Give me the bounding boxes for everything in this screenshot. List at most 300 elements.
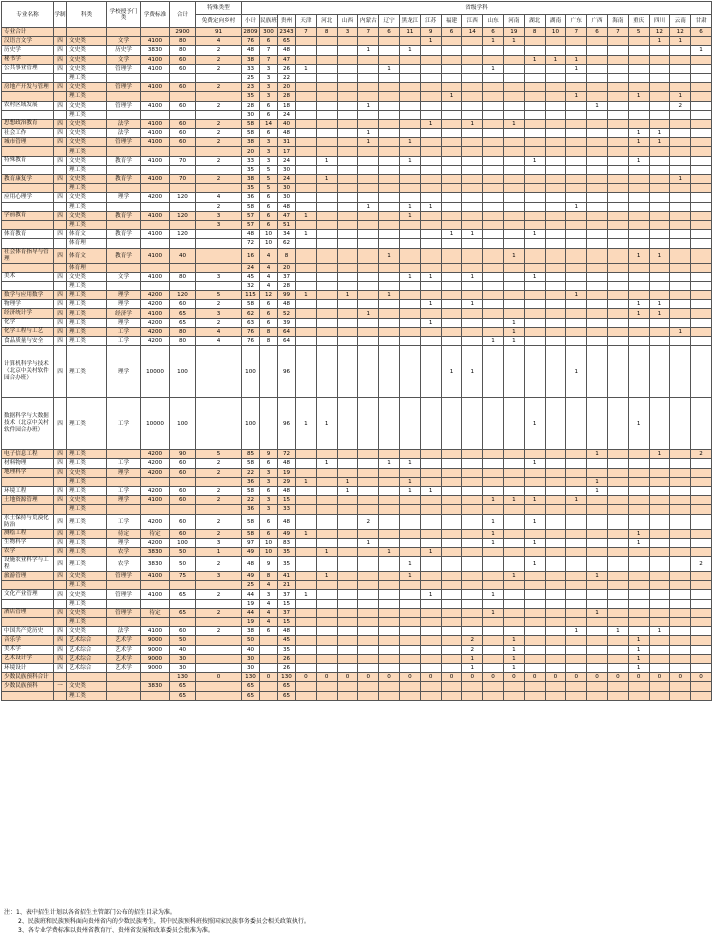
cell-province	[379, 682, 400, 691]
cell-province	[441, 211, 462, 220]
cell-province	[358, 230, 379, 239]
cell-province	[503, 291, 524, 300]
cell-province: 1	[337, 477, 358, 486]
cell-province	[441, 309, 462, 318]
cell-fee: 4100	[141, 590, 170, 599]
cell-province: 1	[483, 64, 504, 73]
cell-province: 6	[379, 28, 400, 37]
cell-province	[691, 398, 712, 450]
cell-province	[670, 505, 691, 514]
cell-province	[483, 156, 504, 165]
cell-province: 1	[566, 496, 587, 505]
cell-province	[399, 581, 420, 590]
cell-subtotal: 58	[242, 119, 260, 128]
cell-province	[649, 184, 670, 193]
cell-province	[441, 193, 462, 202]
cell-subtotal: 35	[242, 184, 260, 193]
cell-province	[587, 514, 608, 529]
cell-subtotal: 44	[242, 608, 260, 617]
cell-province: 0	[670, 673, 691, 682]
cell-province	[524, 193, 545, 202]
cell-province	[358, 327, 379, 336]
cell-province: 1	[296, 64, 317, 73]
cell-total	[170, 505, 196, 514]
cell-province	[545, 505, 566, 514]
cell-total	[170, 599, 196, 608]
cell-total: 60	[170, 468, 196, 477]
cell-province	[607, 547, 628, 556]
cell-total: 70	[170, 156, 196, 165]
table-row	[2, 682, 712, 691]
cell-total: 60	[170, 496, 196, 505]
cell-province	[566, 193, 587, 202]
cell-subject: 理工类	[67, 165, 107, 174]
cell-major: 农学	[2, 547, 54, 556]
cell-province	[420, 337, 441, 346]
cell-subject: 文史类	[67, 193, 107, 202]
cell-province: 1	[628, 300, 649, 309]
cell-special: 2	[196, 514, 242, 529]
cell-province: 2	[691, 450, 712, 459]
cell-province	[399, 318, 420, 327]
cell-province	[316, 627, 337, 636]
cell-province	[566, 557, 587, 572]
cell-major: 物理学	[2, 300, 54, 309]
cell-province	[358, 281, 379, 290]
cell-province	[358, 156, 379, 165]
cell-national: 12	[260, 291, 278, 300]
cell-province	[316, 300, 337, 309]
cell-province	[524, 202, 545, 211]
cell-province	[545, 450, 566, 459]
cell-province	[524, 645, 545, 654]
cell-major	[2, 691, 54, 700]
cell-province	[296, 138, 317, 147]
cell-total: 130	[170, 673, 196, 682]
cell-province	[358, 572, 379, 581]
cell-fee: 4200	[141, 300, 170, 309]
cell-province	[670, 581, 691, 590]
cell-national: 8	[260, 327, 278, 336]
cell-province	[670, 110, 691, 119]
cell-category	[107, 281, 141, 290]
cell-province	[399, 263, 420, 272]
cell-duration: 四	[54, 300, 67, 309]
cell-subject: 理工类	[67, 514, 107, 529]
cell-province	[337, 239, 358, 248]
cell-gansu: 35	[278, 645, 296, 654]
cell-fee: 4100	[141, 230, 170, 239]
cell-province	[420, 101, 441, 110]
cell-province	[649, 599, 670, 608]
cell-province	[691, 529, 712, 538]
cell-subtotal: 23	[242, 83, 260, 92]
cell-province	[587, 129, 608, 138]
cell-province	[691, 281, 712, 290]
cell-major: 材料物理	[2, 459, 54, 468]
header-province: 重庆	[628, 15, 649, 28]
cell-special: 5	[196, 291, 242, 300]
cell-gansu: 48	[278, 486, 296, 495]
cell-province	[483, 581, 504, 590]
cell-special: 3	[196, 309, 242, 318]
cell-province	[483, 691, 504, 700]
cell-province	[628, 83, 649, 92]
cell-major: 计算机科学与技术（北京中关村软件园合办班）	[2, 346, 54, 398]
cell-province	[503, 220, 524, 229]
cell-province	[545, 459, 566, 468]
cell-special: 2	[196, 46, 242, 55]
cell-province	[607, 496, 628, 505]
cell-province: 1	[566, 291, 587, 300]
cell-duration	[54, 691, 67, 700]
cell-total: 65	[170, 309, 196, 318]
cell-province	[462, 46, 483, 55]
cell-province	[628, 263, 649, 272]
cell-province: 1	[524, 557, 545, 572]
cell-province	[649, 538, 670, 547]
cell-category: 工学	[107, 486, 141, 495]
cell-province	[503, 202, 524, 211]
cell-province	[379, 300, 400, 309]
cell-province	[316, 55, 337, 64]
cell-province	[358, 55, 379, 64]
cell-province: 0	[628, 673, 649, 682]
cell-province	[566, 281, 587, 290]
cell-gansu: 24	[278, 175, 296, 184]
cell-province	[587, 73, 608, 82]
header-province: 黑龙江	[399, 15, 420, 28]
cell-fee: 10000	[141, 346, 170, 398]
cell-province	[545, 202, 566, 211]
cell-province	[649, 272, 670, 281]
cell-province	[649, 398, 670, 450]
cell-province	[587, 193, 608, 202]
cell-gansu: 26	[278, 654, 296, 663]
cell-province	[420, 64, 441, 73]
cell-total: 60	[170, 300, 196, 309]
cell-subtotal: 97	[242, 538, 260, 547]
cell-province	[316, 337, 337, 346]
cell-gansu: 28	[278, 92, 296, 101]
cell-province	[337, 73, 358, 82]
cell-province	[358, 486, 379, 495]
cell-province	[379, 165, 400, 174]
cell-province	[524, 636, 545, 645]
cell-province	[649, 73, 670, 82]
cell-province	[420, 468, 441, 477]
cell-province	[337, 645, 358, 654]
cell-province	[483, 547, 504, 556]
cell-province	[691, 147, 712, 156]
cell-province	[441, 496, 462, 505]
cell-province	[441, 398, 462, 450]
cell-province	[545, 529, 566, 538]
cell-province: 1	[296, 529, 317, 538]
cell-province: 1	[358, 538, 379, 547]
cell-province	[691, 291, 712, 300]
cell-province	[649, 486, 670, 495]
cell-province	[337, 211, 358, 220]
cell-province	[462, 138, 483, 147]
cell-special	[196, 239, 242, 248]
cell-province: 0	[607, 673, 628, 682]
cell-category: 管理学	[107, 83, 141, 92]
cell-fee: 4200	[141, 459, 170, 468]
cell-province	[462, 572, 483, 581]
cell-special	[196, 165, 242, 174]
cell-special: 2	[196, 627, 242, 636]
cell-province: 1	[316, 398, 337, 450]
cell-gansu: 30	[278, 184, 296, 193]
cell-special: 2	[196, 202, 242, 211]
cell-province	[670, 202, 691, 211]
table-row	[2, 73, 712, 82]
cell-subject: 理工类	[67, 337, 107, 346]
cell-fee: 4100	[141, 272, 170, 281]
cell-province	[691, 300, 712, 309]
cell-province: 1	[503, 248, 524, 263]
header-province: 山东	[483, 15, 504, 28]
cell-province	[587, 547, 608, 556]
cell-province: 1	[420, 318, 441, 327]
cell-duration: 四	[54, 486, 67, 495]
cell-province	[420, 193, 441, 202]
cell-province	[607, 581, 628, 590]
cell-fee: 4200	[141, 538, 170, 547]
cell-province	[296, 645, 317, 654]
cell-subtotal: 76	[242, 327, 260, 336]
cell-national: 3	[260, 477, 278, 486]
cell-subtotal: 48	[242, 557, 260, 572]
cell-province	[316, 37, 337, 46]
cell-province	[420, 346, 441, 398]
cell-fee	[141, 673, 170, 682]
table-row	[2, 581, 712, 590]
cell-fee: 4100	[141, 101, 170, 110]
cell-category	[107, 220, 141, 229]
cell-province	[503, 618, 524, 627]
cell-province	[524, 73, 545, 82]
cell-province	[587, 636, 608, 645]
cell-province: 1	[587, 608, 608, 617]
cell-province	[691, 119, 712, 128]
cell-province	[524, 318, 545, 327]
cell-province	[358, 398, 379, 450]
cell-province	[670, 129, 691, 138]
cell-category: 理学	[107, 318, 141, 327]
cell-province	[524, 450, 545, 459]
cell-subtotal: 45	[242, 272, 260, 281]
header-province: 河南	[503, 15, 524, 28]
table-row	[2, 64, 712, 73]
cell-province	[503, 682, 524, 691]
cell-province	[483, 202, 504, 211]
cell-gansu: 19	[278, 468, 296, 477]
cell-special	[196, 73, 242, 82]
table-row	[2, 272, 712, 281]
cell-fee: 4100	[141, 627, 170, 636]
cell-province	[503, 590, 524, 599]
cell-province	[379, 230, 400, 239]
cell-province	[316, 346, 337, 398]
cell-fee	[141, 110, 170, 119]
cell-province	[503, 459, 524, 468]
cell-province	[296, 468, 317, 477]
cell-province: 1	[483, 590, 504, 599]
cell-province: 1	[649, 129, 670, 138]
cell-province	[628, 599, 649, 608]
cell-category: 理学	[107, 291, 141, 300]
cell-province	[607, 691, 628, 700]
cell-province	[358, 505, 379, 514]
cell-province	[670, 211, 691, 220]
table-row	[2, 486, 712, 495]
cell-special: 2	[196, 496, 242, 505]
cell-province	[587, 682, 608, 691]
cell-province	[483, 572, 504, 581]
table-row	[2, 496, 712, 505]
cell-total: 70	[170, 175, 196, 184]
cell-province	[337, 538, 358, 547]
cell-province	[399, 599, 420, 608]
cell-province	[545, 538, 566, 547]
cell-major: 房地产开发与管理	[2, 83, 54, 92]
cell-province	[691, 248, 712, 263]
cell-province	[441, 64, 462, 73]
cell-national: 6	[260, 514, 278, 529]
cell-province	[607, 618, 628, 627]
cell-province	[670, 55, 691, 64]
cell-province	[379, 55, 400, 64]
table-row	[2, 599, 712, 608]
cell-subtotal: 36	[242, 193, 260, 202]
cell-province	[503, 147, 524, 156]
cell-province	[691, 129, 712, 138]
cell-province: 5	[628, 28, 649, 37]
cell-province	[358, 468, 379, 477]
cell-duration: 四	[54, 55, 67, 64]
cell-province	[420, 645, 441, 654]
cell-province	[337, 663, 358, 672]
cell-gansu: 48	[278, 514, 296, 529]
cell-province: 1	[399, 572, 420, 581]
cell-province	[462, 327, 483, 336]
cell-province: 1	[420, 37, 441, 46]
cell-fee: 4100	[141, 248, 170, 263]
cell-province	[524, 529, 545, 538]
cell-province	[503, 538, 524, 547]
cell-province: 1	[649, 300, 670, 309]
cell-province	[358, 248, 379, 263]
cell-province	[670, 64, 691, 73]
cell-province: 1	[607, 627, 628, 636]
cell-subject: 文史类	[67, 468, 107, 477]
cell-province	[545, 477, 566, 486]
cell-province	[566, 230, 587, 239]
cell-total: 80	[170, 37, 196, 46]
cell-province	[587, 55, 608, 64]
cell-fee	[141, 239, 170, 248]
cell-province	[316, 239, 337, 248]
cell-province	[316, 46, 337, 55]
cell-province	[483, 599, 504, 608]
cell-province	[503, 101, 524, 110]
cell-province	[358, 691, 379, 700]
cell-province	[296, 486, 317, 495]
cell-subtotal: 72	[242, 239, 260, 248]
cell-province: 1	[503, 327, 524, 336]
cell-province	[670, 184, 691, 193]
header-major: 专业名称	[2, 2, 54, 28]
cell-special	[196, 92, 242, 101]
cell-province	[296, 248, 317, 263]
cell-province	[587, 627, 608, 636]
cell-duration: 四	[54, 119, 67, 128]
cell-province	[420, 627, 441, 636]
cell-province	[691, 272, 712, 281]
cell-province	[566, 547, 587, 556]
cell-province	[337, 184, 358, 193]
cell-province	[524, 618, 545, 627]
cell-province	[358, 272, 379, 281]
header-province: 广东	[566, 15, 587, 28]
cell-subtotal: 33	[242, 64, 260, 73]
cell-province	[545, 37, 566, 46]
cell-province: 1	[628, 248, 649, 263]
cell-province	[587, 318, 608, 327]
cell-province	[337, 581, 358, 590]
cell-category: 理学	[107, 496, 141, 505]
cell-province	[649, 468, 670, 477]
cell-national: 5	[260, 175, 278, 184]
cell-province	[316, 73, 337, 82]
cell-duration: 四	[54, 572, 67, 581]
cell-province	[462, 202, 483, 211]
cell-total: 120	[170, 291, 196, 300]
cell-province: 12	[649, 28, 670, 37]
cell-province	[399, 590, 420, 599]
cell-province	[691, 645, 712, 654]
cell-subtotal: 35	[242, 92, 260, 101]
cell-category	[107, 239, 141, 248]
cell-province	[587, 468, 608, 477]
cell-subject: 文史类	[67, 138, 107, 147]
cell-province	[296, 459, 317, 468]
cell-province	[441, 691, 462, 700]
cell-province	[379, 590, 400, 599]
cell-province	[607, 557, 628, 572]
cell-province	[503, 64, 524, 73]
cell-province	[337, 547, 358, 556]
cell-province: 1	[420, 202, 441, 211]
cell-total: 75	[170, 572, 196, 581]
cell-province: 7	[296, 28, 317, 37]
cell-national: 6	[260, 101, 278, 110]
cell-province	[691, 547, 712, 556]
cell-province	[399, 193, 420, 202]
cell-province	[379, 281, 400, 290]
cell-province: 1	[462, 300, 483, 309]
cell-national: 3	[260, 83, 278, 92]
cell-province	[420, 459, 441, 468]
cell-province	[545, 318, 566, 327]
cell-subject: 理工类	[67, 450, 107, 459]
cell-province	[503, 73, 524, 82]
cell-province	[670, 300, 691, 309]
cell-gansu: 8	[278, 248, 296, 263]
cell-province	[296, 119, 317, 128]
